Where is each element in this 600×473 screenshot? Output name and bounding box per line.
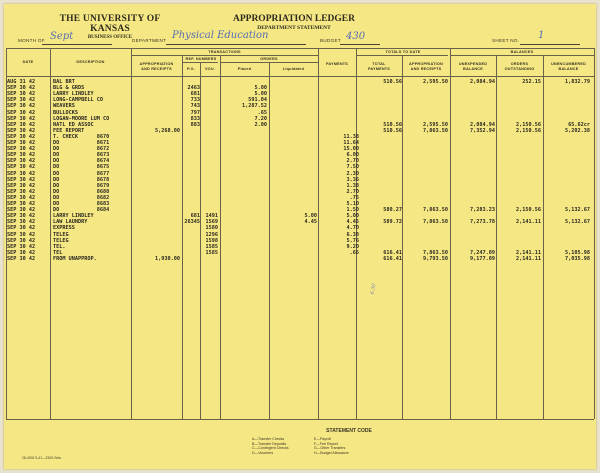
cell-desc: DO 8677	[53, 170, 110, 177]
cell-tp: 510.56	[383, 127, 402, 134]
cell-date: SEP 30 42	[7, 249, 36, 256]
table-row	[4, 122, 596, 128]
cell-date: SEP 30 42	[7, 127, 36, 134]
cell-pay: .75	[349, 194, 359, 201]
cell-tp: 616.41	[383, 255, 402, 262]
code-c: C—Contingent Checks	[252, 446, 289, 450]
cell-date: SEP 30 42	[7, 243, 36, 250]
code-b: B—Transfer Deposits	[252, 441, 287, 446]
cell-oo: 2,141.11	[516, 249, 541, 256]
table-row	[4, 116, 596, 122]
cell-pay: .65	[349, 249, 359, 256]
cell-ub: 7,352.94	[470, 127, 495, 134]
cell-placed: 5.00	[254, 85, 267, 92]
col-orders-outstanding: ORDERS OUTSTANDING	[504, 62, 535, 71]
code-f: F—Fee Report	[314, 441, 338, 446]
cell-placed: 1,287.52	[242, 103, 267, 110]
cell-desc: BULLOCKS	[53, 109, 78, 116]
col-placed: Placed	[237, 67, 252, 71]
rule-top	[6, 48, 594, 49]
table-row	[4, 134, 596, 140]
cell-placed: 2.00	[254, 121, 267, 128]
cell-pay: 5.00	[346, 213, 359, 220]
cell-desc: EXPRESS	[53, 225, 75, 232]
col-date: DATE	[22, 60, 34, 64]
cell-po: 743	[190, 103, 200, 110]
table-row	[4, 225, 596, 231]
cell-date: SEP 30 42	[7, 194, 36, 201]
table-row	[4, 128, 596, 134]
cell-desc: WEAVERS	[53, 103, 75, 110]
cell-placed: 5.00	[254, 91, 267, 98]
cell-ar: 2,595.50	[423, 121, 448, 128]
cell-date: SEP 30 42	[7, 164, 36, 171]
cell-vou: 1585	[205, 249, 218, 256]
cell-date: SEP 30 42	[7, 133, 36, 140]
month-value: Sept	[50, 31, 74, 42]
rule-balances	[450, 55, 594, 56]
ledger-sheet	[4, 4, 596, 469]
university-name: THE UNIVERSITY OF KANSAS	[59, 14, 161, 34]
col-unexpended: UNEXPENDED BALANCE	[458, 62, 488, 71]
table-row	[4, 238, 596, 244]
col-description: DESCRIPTION	[76, 60, 105, 64]
table-row	[4, 219, 596, 225]
cell-app: 5,268.00	[155, 127, 180, 134]
col-balances: BALANCES	[510, 50, 534, 54]
cell-ar: 7,863.50	[423, 127, 448, 134]
cell-po: 883	[190, 121, 200, 128]
code-d: D—Vouchers	[252, 450, 274, 455]
ledger-title: APPROPRIATION LEDGER	[232, 14, 355, 24]
cell-oo: 2,141.11	[516, 255, 541, 262]
cell-desc: TELEG	[53, 237, 69, 244]
cell-app: 1,930.00	[155, 255, 180, 262]
cell-unb: 5,132.67	[565, 207, 590, 214]
cell-desc: DO 8682	[53, 194, 110, 201]
cell-pay: 2.70	[346, 158, 359, 165]
col-totals: TOTALS TO DATE	[385, 50, 421, 54]
budget-label: BUDGET	[320, 38, 341, 43]
rule-bottom	[6, 419, 594, 420]
table-row	[4, 195, 596, 201]
cell-placed: 7.20	[254, 115, 267, 122]
table-row	[4, 183, 596, 189]
cell-pay: 3.36	[346, 176, 359, 183]
cell-po: 2463	[187, 85, 200, 92]
cell-po: 833	[190, 115, 200, 122]
cell-date: SEP 30 42	[7, 115, 36, 122]
table-row	[4, 256, 596, 262]
table-row	[4, 201, 596, 207]
handwritten-annotation: 6.30	[369, 282, 378, 296]
code-g: G—Other Transfers	[314, 446, 346, 450]
cell-placed: .65	[257, 109, 267, 116]
cell-pay: 1.38	[346, 182, 359, 189]
cell-date: SEP 30 42	[7, 109, 36, 116]
cell-desc: DO 8673	[53, 152, 110, 159]
cell-desc: DO 8674	[53, 158, 110, 165]
sheet-value: 1	[538, 30, 545, 41]
table-row	[4, 152, 596, 158]
table-row	[4, 177, 596, 183]
cell-pay: 4.45	[346, 219, 359, 226]
table-row	[4, 171, 596, 177]
cell-desc: LONG-CAMPBELL CO	[53, 97, 103, 104]
table-row	[4, 103, 596, 109]
cell-tp: 510.56	[383, 121, 402, 128]
cell-date: SEP 30 42	[7, 255, 36, 262]
cell-tp: 616.41	[383, 249, 402, 256]
cell-date: SEP 30 42	[7, 121, 36, 128]
cell-desc: NATL ED ASSOC	[53, 121, 94, 128]
table-row	[4, 213, 596, 219]
statement-code-title: STATEMENT CODE	[326, 428, 372, 434]
month-label: MONTH OF	[18, 38, 45, 43]
cell-pay: 6.00	[346, 152, 359, 159]
cell-date: SEP 30 42	[7, 207, 36, 214]
cell-desc: BLG & GRDS	[53, 85, 85, 92]
cell-pay: 15.00	[343, 146, 359, 153]
cell-date: SEP 30 42	[7, 201, 36, 207]
cell-unb: 5,105.98	[565, 249, 590, 256]
cell-ar: 7,863.50	[423, 249, 448, 256]
col-payments: PAYMENTS	[325, 62, 349, 66]
cell-date: SEP 30 42	[7, 140, 36, 146]
cell-pay: 5.10	[346, 201, 359, 207]
table-row	[4, 91, 596, 97]
cell-desc: TELEG	[53, 231, 69, 238]
cell-oo: 2,150.56	[516, 121, 541, 128]
table-row	[4, 250, 596, 256]
cell-desc: BAL BRT	[53, 79, 75, 85]
cell-ar: 2,595.50	[423, 79, 448, 85]
cell-desc: FEE REPORT	[53, 127, 85, 134]
cell-ub: 7,273.78	[470, 219, 495, 226]
cell-liq: 5.00	[304, 213, 317, 220]
col-unencumbered: UNENCUMBERED BALANCE	[550, 62, 587, 71]
table-row	[4, 158, 596, 164]
table-row	[4, 207, 596, 213]
cell-vou: 1585	[205, 243, 218, 250]
table-row	[4, 244, 596, 250]
cell-desc: TEL.	[53, 243, 66, 250]
cell-date: SEP 30 42	[7, 91, 36, 98]
cell-date: SEP 30 42	[7, 170, 36, 177]
cell-desc: TEL	[53, 249, 63, 256]
cell-po: 733	[190, 97, 200, 104]
table-row	[4, 146, 596, 152]
cell-ub: 2,084.94	[470, 121, 495, 128]
col-ref-numbers: REF. NUMBERS	[185, 57, 217, 61]
cell-pay: 7.50	[346, 164, 359, 171]
table-row	[4, 232, 596, 238]
cell-po: 797	[190, 109, 200, 116]
cell-vou: 1569	[205, 219, 218, 226]
cell-date: SEP 30 42	[7, 152, 36, 159]
table-row	[4, 110, 596, 116]
cell-desc: LARRY LINDLEY	[53, 91, 94, 98]
cell-desc: T. CHECK 8670	[53, 133, 110, 140]
cell-desc: DO 8675	[53, 164, 110, 171]
table-row	[4, 140, 596, 146]
cell-desc: FROM UNAPPROP.	[53, 255, 97, 262]
col-total-payments: TOTAL PAYMENTS	[367, 62, 391, 71]
cell-ub: 2,084.94	[470, 79, 495, 85]
cell-date: SEP 30 42	[7, 237, 36, 244]
cell-pay: 4.70	[346, 225, 359, 232]
cell-date: AUG 31 42	[7, 79, 36, 85]
cell-pay: 2.70	[346, 188, 359, 195]
department-value: Physical Education	[172, 30, 269, 41]
table-row	[4, 79, 596, 85]
cell-pay: 6.38	[346, 231, 359, 238]
table-row	[4, 85, 596, 91]
cell-placed: 591.04	[248, 97, 267, 104]
cell-ar: 7,863.50	[423, 207, 448, 214]
cell-vou: 1598	[205, 237, 218, 244]
cell-vou: 1491	[205, 213, 218, 220]
code-h: H—Budget Allowance	[314, 450, 349, 455]
statement-code	[244, 428, 454, 456]
cell-oo: 2,141.11	[516, 219, 541, 226]
cell-unb: 5,132.67	[565, 219, 590, 226]
cell-date: SEP 30 42	[7, 97, 36, 104]
cell-oo: 2,150.56	[516, 127, 541, 134]
col-approp-receipts: APPROPRIATION AND RECEIPTS	[409, 62, 443, 71]
cell-unb: 65.62cr	[568, 121, 590, 128]
cell-po: 681	[190, 91, 200, 98]
cell-date: SEP 30 42	[7, 219, 36, 226]
code-a: A—Transfer Checks	[252, 437, 285, 441]
cell-tp: 580.27	[383, 207, 402, 214]
cell-desc: DO 8671	[53, 140, 110, 146]
cell-po: 681	[190, 213, 200, 220]
cell-desc: LAW LAUNDRY	[53, 219, 88, 226]
cell-po: 26345	[184, 219, 200, 226]
cell-date: SEP 30 42	[7, 103, 36, 110]
department-label: DEPARTMENT	[132, 38, 167, 43]
cell-pay: 11.38	[343, 133, 359, 140]
cell-oo: 252.15	[522, 79, 541, 85]
cell-pay: 2.30	[346, 170, 359, 177]
cell-pay: 9.20	[346, 243, 359, 250]
cell-desc: LARRY LINDLEY	[53, 213, 94, 220]
cell-unb: 5,202.38	[565, 127, 590, 134]
cell-date: SEP 30 42	[7, 182, 36, 189]
cell-date: SEP 30 42	[7, 231, 36, 238]
cell-date: SEP 30 42	[7, 158, 36, 165]
cell-desc: DO 8672	[53, 146, 110, 153]
cell-date: SEP 30 42	[7, 225, 36, 232]
cell-desc: DO 8680	[53, 188, 110, 195]
cell-ar: 9,793.50	[423, 255, 448, 262]
form-number: 28-4002 5-41—2500-Sets	[22, 456, 62, 460]
cell-date: SEP 30 42	[7, 176, 36, 183]
cell-desc: DO 8683	[53, 201, 110, 207]
cell-ub: 7,283.23	[470, 207, 495, 214]
sheet-label: SHEET NO.	[492, 38, 520, 43]
col-po: P.O.	[187, 67, 195, 71]
cell-tp: 510.56	[383, 79, 402, 85]
cell-date: SEP 30 42	[7, 85, 36, 92]
cell-tp: 589.72	[383, 219, 402, 226]
ledger-subtitle: DEPARTMENT STATEMENT	[257, 25, 331, 31]
cell-desc: DO 8684	[53, 207, 110, 214]
col-orders: ORDERS	[260, 57, 278, 61]
cell-vou: 1580	[205, 225, 218, 232]
cell-pay: 1.50	[346, 207, 359, 214]
cell-desc: DO 8678	[53, 176, 110, 183]
cell-ub: 9,177.09	[470, 255, 495, 262]
cell-pay: 11.64	[343, 140, 359, 146]
col-appropriation: APPROPRIATION AND RECEIPTS	[139, 62, 174, 71]
cell-date: SEP 30 42	[7, 146, 36, 153]
table-row	[4, 97, 596, 103]
business-office: BUSINESS OFFICE	[87, 35, 133, 40]
cell-unb: 1,832.79	[565, 79, 590, 85]
table-row	[4, 164, 596, 170]
cell-pay: 5.76	[346, 237, 359, 244]
cell-date: SEP 30 42	[7, 188, 36, 195]
rule-header-bottom	[6, 76, 594, 77]
budget-value: 430	[346, 31, 366, 42]
rule-transactions	[131, 55, 318, 56]
col-transactions: TRANSACTIONS	[208, 50, 241, 54]
cell-liq: 4.45	[304, 219, 317, 226]
cell-ub: 7,247.09	[470, 249, 495, 256]
cell-desc: LOGAN-MOORE LUM CO	[53, 115, 110, 122]
cell-vou: 1296	[205, 231, 218, 238]
cell-date: SEP 30 42	[7, 213, 36, 220]
code-e: E—Payroll	[314, 437, 331, 441]
cell-oo: 2,150.56	[516, 207, 541, 214]
cell-desc: DO 8679	[53, 182, 110, 189]
cell-ar: 7,863.50	[423, 219, 448, 226]
col-vou: VOU.	[204, 67, 216, 71]
col-liquidated: Liquidated	[282, 67, 305, 71]
cell-unb: 7,035.98	[565, 255, 590, 262]
table-row	[4, 189, 596, 195]
